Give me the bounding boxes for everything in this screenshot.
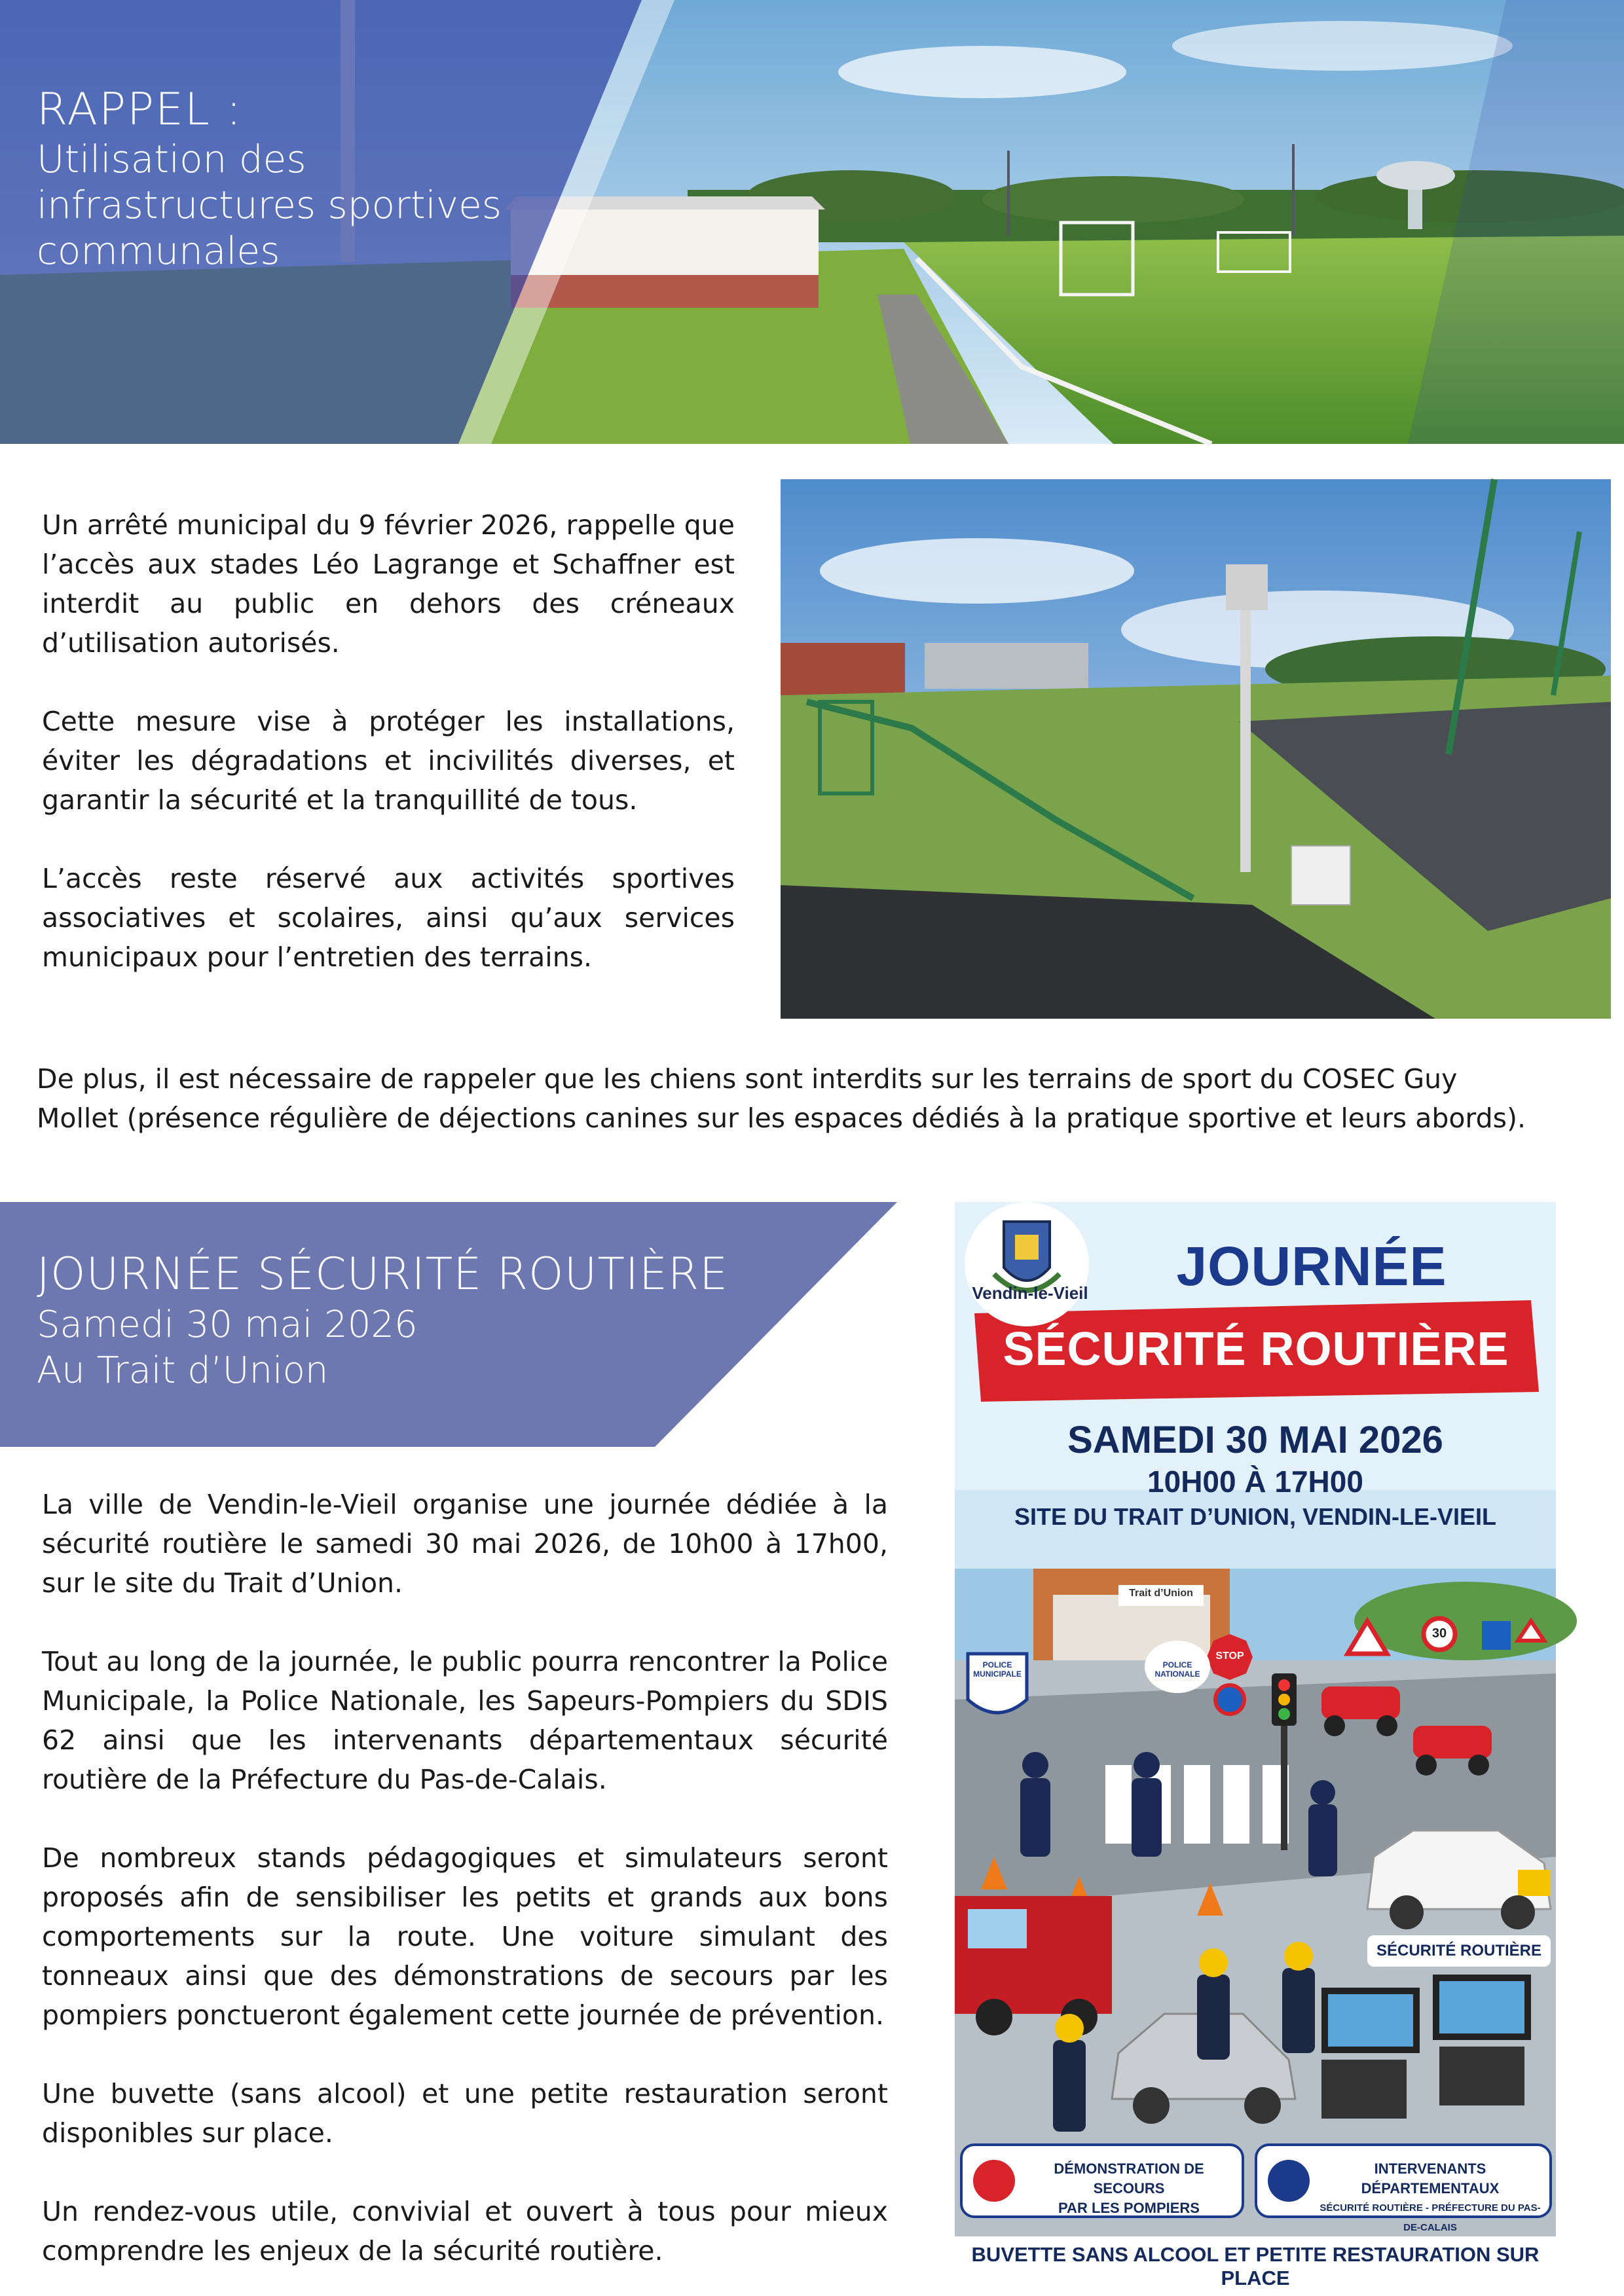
section2-paragraph: Une buvette (sans alcool) et une petite restauration seront disponibles sur place. (42, 2078, 888, 2149)
section1-paragraph: Un arrêté municipal du 9 février 2026, rappelle que l’accès aux stades Léo Lagrange et Schaffner est interdit au public en dehors des créneaux d’utilisation autorisés. (42, 509, 735, 659)
section2-text (42, 1485, 888, 2270)
section2-paragraph: La ville de Vendin-le-Vieil organise une journée dédiée à la sécurité routière le samedi 30 mai 2026, de 10h00 à 17h00, sur le site du Trait d’Union. (42, 1489, 888, 1599)
dogs-notice (37, 1059, 1543, 1138)
dogs-notice-text: De plus, il est nécessaire de rappeler que les chiens sont interdits sur les terrains de sport du COSEC Guy Mollet (présence régulière de déjections canines sur les espaces dédiés à la pratique sportive et leurs abords). (37, 1063, 1526, 1134)
section1-paragraph: L’accès reste réservé aux activités sportives associatives et scolaires, ainsi qu’aux services municipaux pour l’entretien des terrains. (42, 863, 735, 973)
section1-paragraph: Cette mesure vise à protéger les installations, éviter les dégradations et incivilités diverses, et garantir la sécurité et la tranquillité de tous. (42, 706, 735, 816)
banner-title-line2: Utilisation des (37, 137, 306, 181)
section2-place: Au Trait d’Union (37, 1349, 329, 1392)
poster-badge1-line1: DÉMONSTRATION DE SECOURS (1054, 2160, 1204, 2196)
banner-title (37, 84, 502, 274)
poster-badge1-line2: PAR LES POMPIERS (1058, 2200, 1200, 2216)
poster-car-label: SÉCURITÉ ROUTIÈRE (1367, 1935, 1551, 1967)
poster-building-sign: Trait d’Union (1129, 1588, 1193, 1599)
poster-speed-sign: 30 (1431, 1626, 1447, 1641)
poster-time: 10H00 À 17H00 (1147, 1465, 1363, 1499)
poster-site: SITE DU TRAIT D’UNION, VENDIN-LE-VIEIL (1014, 1503, 1496, 1530)
section2-paragraph: De nombreux stands pédagogiques et simulateurs seront proposés afin de sensibiliser les petits et grands aux bons comportements sur la route. Une voiture simulant des tonneaux ainsi que des démonstrations de secours par les pompiers ponctueront également cette journée de prévention. (42, 1842, 888, 2031)
poster-badge2-line2: SÉCURITÉ ROUTIÈRE - PRÉFECTURE DU PAS-DE-CALAIS (1320, 2202, 1541, 2233)
section2-paragraph: Un rendez-vous utile, convivial et ouvert à tous pour mieux comprendre les enjeux de la sécurité routière. (42, 2196, 888, 2267)
banner-title-line4: communales (37, 228, 280, 273)
section1-text (42, 505, 735, 977)
poster-title2: SÉCURITÉ ROUTIÈRE (1003, 1323, 1509, 1376)
stadium-entrance-photo (781, 479, 1611, 1019)
banner-title-line1: RAPPEL : (37, 84, 243, 136)
section2-date: Samedi 30 mai 2026 (37, 1303, 418, 1346)
poster-badge-pompiers (1018, 2159, 1240, 2218)
section2-title (37, 1247, 728, 1394)
poster-police-nationale: POLICE NATIONALE (1154, 1660, 1200, 1679)
poster-badge-intervenants (1312, 2159, 1548, 2238)
poster-stop-sign: STOP (1215, 1650, 1244, 1662)
section2-title-text: JOURNÉE SÉCURITÉ ROUTIÈRE (37, 1248, 729, 1300)
poster-badge2-line1: INTERVENANTS DÉPARTEMENTAUX (1361, 2160, 1500, 2196)
section2-paragraph: Tout au long de la journée, le public pourra rencontrer la Police Municipale, la Police Nationale, les Sapeurs-Pompiers du SDIS 62 ainsi que les intervenants départementaux sécurité routière de la Préfecture du Pas-de-Calais. (42, 1646, 888, 1795)
poster-bottom-line: BUVETTE SANS ALCOOL ET PETITE RESTAURATION SUR PLACE (971, 2243, 1540, 2289)
event-poster (955, 1202, 1556, 2289)
poster-town: Vendin-le-Vieil (972, 1283, 1088, 1303)
poster-title1: JOURNÉE (1176, 1235, 1447, 1297)
poster-police-municipale: POLICE MUNICIPALE (973, 1660, 1022, 1679)
poster-date: SAMEDI 30 MAI 2026 (1067, 1419, 1443, 1461)
banner-title-line3: infrastructures sportives (37, 183, 502, 227)
